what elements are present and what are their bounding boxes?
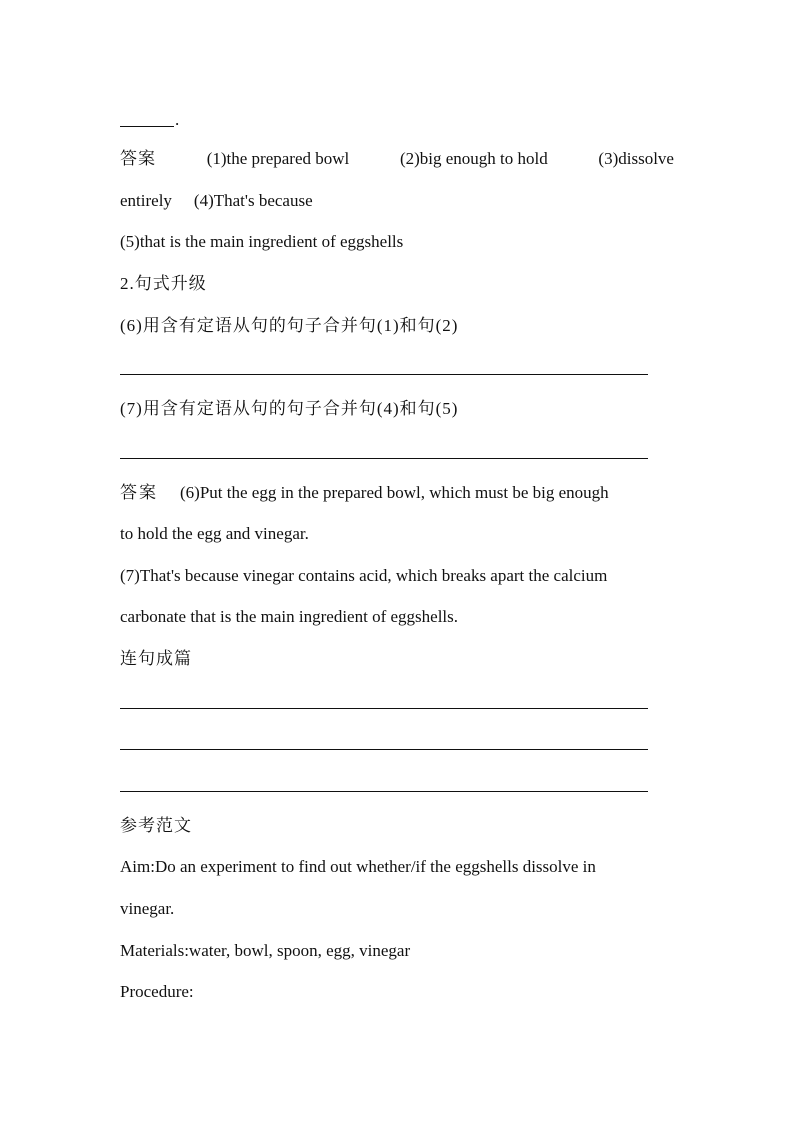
answer-line-6 — [120, 374, 648, 375]
answer2-a6-line1: (6)Put the egg in the prepared bowl, which must be big enough — [180, 483, 609, 502]
writing-line-1 — [120, 708, 648, 709]
answer2-a7-line1: (7)That's because vinegar contains acid, which breaks apart the calcium — [120, 566, 608, 585]
blank-period: . — [175, 110, 180, 129]
sample-aim-line1: Aim:Do an experiment to find out whether/if the eggshells dissolve in — [120, 857, 596, 876]
answer2-label: 答案 — [120, 483, 158, 502]
answer2-a6-line2: to hold the egg and vinegar. — [120, 524, 309, 543]
question-7: (7)用含有定语从句的句子合并句(4)和句(5) — [120, 399, 459, 418]
question-6: (6)用含有定语从句的句子合并句(1)和句(2) — [120, 316, 459, 335]
answer1-line2-b: (4)That's because — [193, 191, 313, 210]
answer1-label: 答案 — [120, 149, 156, 168]
answer1-item-3: (3)dissolve — [598, 149, 674, 168]
answer1-line2 — [120, 191, 674, 211]
answer1-line3: (5)that is the main ingredient of eggshells — [120, 232, 404, 251]
sample-title: 参考范文 — [120, 816, 192, 835]
section2-title: 2.句式升级 — [120, 274, 207, 293]
answer2-line1 — [120, 483, 674, 503]
sample-aim-line2: vinegar. — [120, 899, 175, 918]
answer2-a7-line2: carbonate that is the main ingredient of eggshells. — [120, 607, 459, 626]
section3-title: 连句成篇 — [120, 649, 192, 668]
answer-line-7 — [120, 458, 648, 459]
answer1-item-2: (2)big enough to hold — [399, 149, 548, 168]
writing-line-2 — [120, 749, 648, 750]
answer1-line1 — [120, 149, 674, 169]
answer-blank-short — [120, 126, 174, 127]
answer1-item-1: (1)the prepared bowl — [206, 149, 350, 168]
answer1-line2-a: entirely — [120, 191, 172, 210]
writing-line-3 — [120, 791, 648, 792]
sample-procedure: Procedure: — [120, 982, 194, 1001]
sample-materials: Materials:water, bowl, spoon, egg, vinegar — [120, 941, 411, 960]
